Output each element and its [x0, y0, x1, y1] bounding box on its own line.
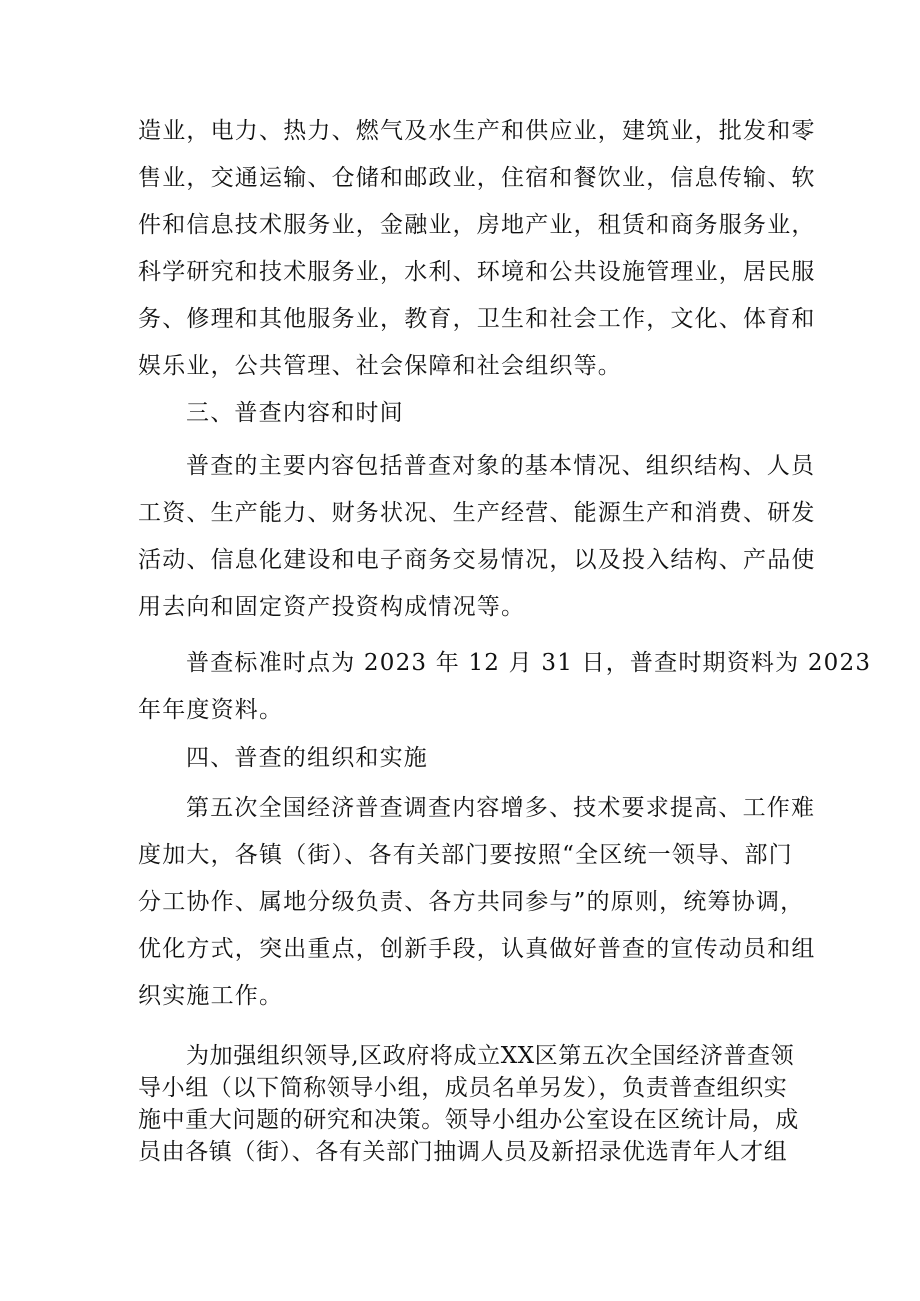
paragraph-organization	[138, 785, 816, 1020]
text-line: 为加强组织领导,区政府将成立XX区第五次全国经济普查领	[186, 1043, 795, 1069]
text-line: 第五次全国经济普查调查内容增多、技术要求提高、工作难	[186, 795, 816, 821]
paragraph-industries	[138, 108, 816, 390]
text-line: 用去向和固定资产投资构成情况等。	[138, 594, 526, 620]
paragraph-leading-group	[138, 1040, 799, 1168]
paragraph-timepoint	[138, 640, 872, 734]
text-line: 活动、信息化建设和电子商务交易情况，以及投入结构、产品使	[138, 547, 816, 573]
text-line: 度加大，各镇（街）、各有关部门要按照“全区统一领导、部门	[138, 842, 793, 868]
text-line: 导小组（以下简称领导小组，成员名单另发），负责普查组织实	[138, 1075, 788, 1101]
text-line: 优化方式，突出重点，创新手段，认真做好普查的宣传动员和组	[138, 936, 816, 962]
text-line: 件和信息技术服务业，金融业，房地产业，租赁和商务服务业，	[138, 212, 816, 238]
text-line: 普查标准时点为 2023 年 12 月 31 日，普查时期资料为 2023	[186, 650, 872, 676]
text-line: 年年度资料。	[138, 697, 284, 723]
text-line: 施中重大问题的研究和决策。领导小组办公室设在区统计局，成	[138, 1107, 799, 1133]
text-line: 普查的主要内容包括普查对象的基本情况、组织结构、人员	[186, 453, 816, 479]
text-line: 织实施工作。	[138, 983, 284, 1009]
text-line: 造业，电力、热力、燃气及水生产和供应业，建筑业，批发和零	[138, 118, 816, 144]
text-line: 务、修理和其他服务业，教育，卫生和社会工作，文化、体育和	[138, 306, 816, 332]
text-line: 员由各镇（街）、各有关部门抽调人员及新招录优选青年人才组	[138, 1139, 788, 1165]
section-heading: 三、普查内容和时间	[186, 400, 404, 426]
text-line: 娱乐业，公共管理、社会保障和社会组织等。	[138, 353, 622, 379]
text-line: 科学研究和技术服务业，水利、环境和公共设施管理业，居民服	[138, 259, 816, 285]
section-heading: 四、普查的组织和实施	[186, 745, 428, 771]
paragraph-content	[138, 443, 816, 631]
section-heading-3	[138, 390, 790, 437]
text-line: 售业，交通运输、仓储和邮政业，住宿和餐饮业，信息传输、软	[138, 165, 816, 191]
section-heading-4	[138, 735, 790, 782]
text-line: 分工协作、属地分级负责、各方共同参与”的原则，统筹协调，	[138, 889, 805, 915]
text-line: 工资、生产能力、财务状况、生产经营、能源生产和消费、研发	[138, 500, 816, 526]
